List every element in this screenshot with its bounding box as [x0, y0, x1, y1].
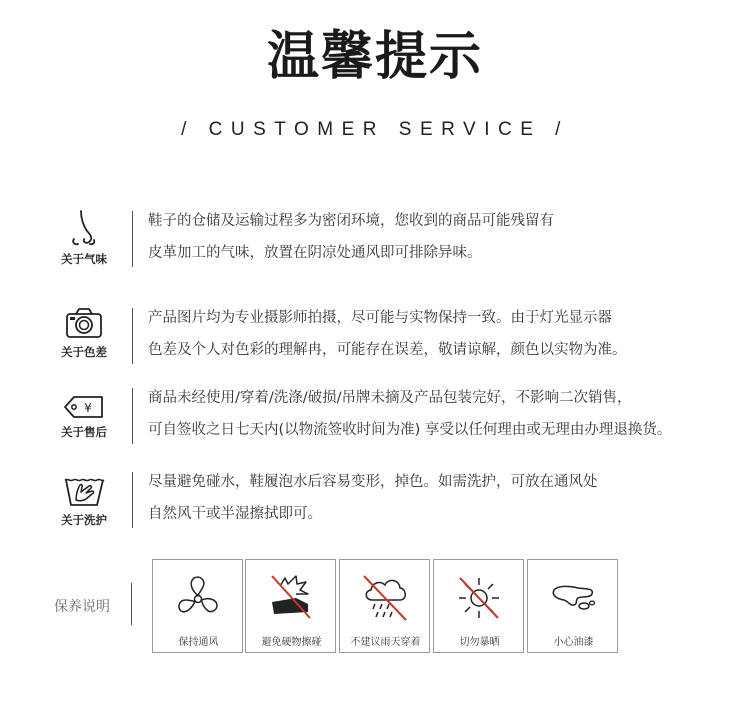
section-after-sales-label: 关于售后	[61, 425, 107, 439]
section-odor-line-2: 皮革加工的气味，放置在阴凉处通风即可排除异味。	[148, 245, 482, 261]
section-washing-badge	[56, 472, 112, 528]
section-odor-text	[148, 205, 748, 269]
care-item-no-rain-caption: 不建议雨天穿着	[350, 637, 421, 648]
svg-text:¥: ¥	[84, 401, 92, 415]
care-item-paint-caption: 小心油漆	[553, 637, 594, 648]
paint-spill-icon	[548, 572, 598, 624]
section-washing-label: 关于洗护	[61, 513, 107, 527]
section-after-sales-badge	[56, 394, 112, 440]
section-color-badge	[56, 306, 112, 360]
section-color-label: 关于色差	[61, 345, 107, 359]
section-after-sales-divider	[132, 388, 133, 444]
care-item-ventilation	[152, 559, 243, 653]
section-washing-text	[148, 466, 748, 530]
no-hard-object-icon	[266, 572, 316, 624]
no-rain-icon	[360, 572, 410, 624]
care-instructions-label: 保养说明	[54, 599, 110, 615]
section-odor-badge	[56, 209, 112, 267]
price-tag-icon	[62, 394, 106, 420]
care-item-no-rain	[339, 559, 430, 653]
section-odor-divider	[132, 211, 133, 267]
hand-wash-icon	[62, 472, 106, 508]
care-item-avoid-hard-objects-caption: 避免硬物擦碰	[261, 637, 322, 648]
section-color-divider	[132, 308, 133, 364]
section-washing-divider	[132, 472, 133, 528]
camera-icon	[64, 306, 104, 340]
section-after-sales-text	[148, 382, 748, 446]
page-title: 温馨提示	[266, 27, 483, 87]
care-item-ventilation-caption: 保持通风	[178, 637, 219, 648]
section-color-line-1: 产品图片均为专业摄影师拍摄，尽可能与实物保持一致。由于灯光显示器	[148, 310, 612, 326]
page-subtitle: / CUSTOMER SERVICE /	[181, 119, 569, 140]
no-sun-icon	[454, 572, 504, 624]
section-after-sales-line-2: 可自签收之日七天内(以物流签收时间为准) 享受以任何理由或无理由办理退换货。	[148, 422, 672, 438]
care-item-paint	[527, 559, 618, 653]
section-after-sales-line-1: 商品未经使用/穿着/洗涤/破损/吊牌未摘及产品包装完好，不影响二次销售，	[148, 390, 632, 406]
nose-icon	[64, 209, 104, 247]
care-item-no-sun-caption: 切勿暴晒	[459, 637, 500, 648]
section-washing-line-2: 自然风干或半湿擦拭即可。	[148, 506, 322, 522]
section-color-text	[148, 302, 748, 366]
fan-icon	[173, 572, 223, 624]
section-color-line-2: 色差及个人对色彩的理解冉，可能存在误差，敬请谅解，颜色以实物为准。	[148, 342, 627, 358]
section-odor-label: 关于气味	[61, 252, 107, 266]
care-divider	[131, 583, 132, 625]
care-item-avoid-hard-objects	[245, 559, 336, 653]
care-item-no-sun	[433, 559, 524, 653]
section-odor-line-1: 鞋子的仓储及运输过程多为密闭环境，您收到的商品可能残留有	[148, 213, 554, 229]
section-washing-line-1: 尽量避免碰水，鞋履泡水后容易变形，掉色。如需洗护，可放在通风处	[148, 474, 598, 490]
